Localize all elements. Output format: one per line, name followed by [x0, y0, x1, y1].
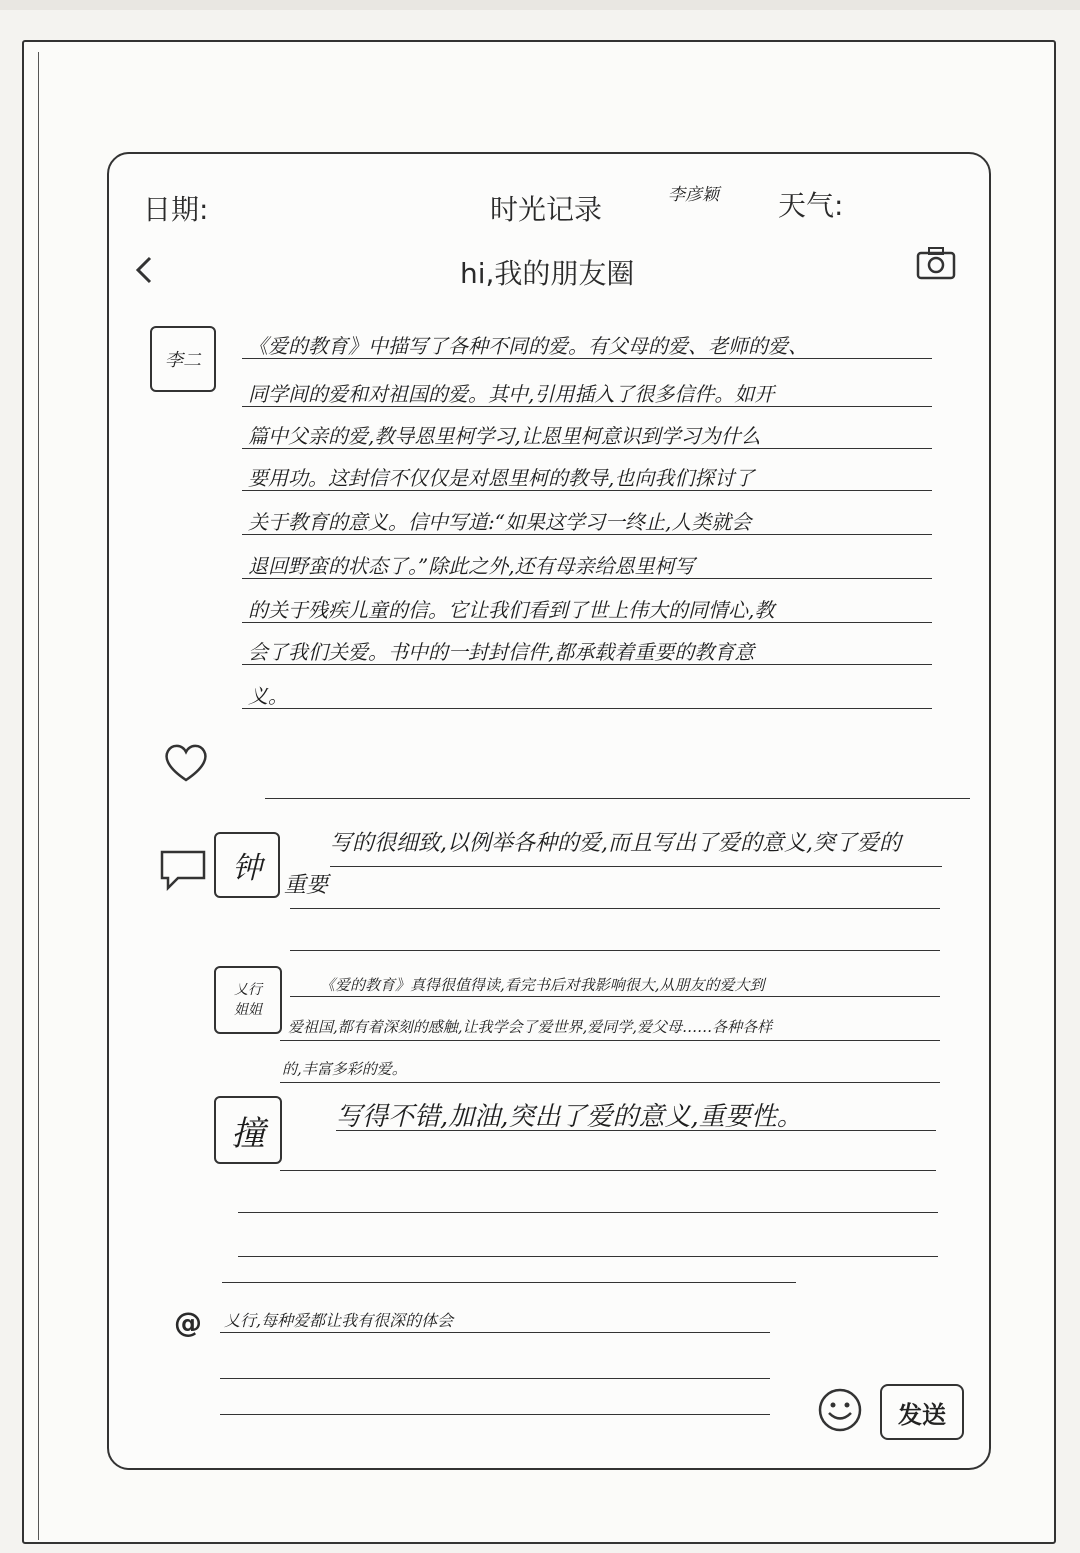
comment-1-rule-3 — [290, 950, 940, 951]
back-button[interactable] — [128, 250, 164, 290]
date-label: 日期: — [143, 193, 209, 226]
post-rule-6 — [242, 578, 932, 579]
comment-avatar-1-text: 钟 — [232, 851, 262, 886]
comment-avatar-3[interactable] — [214, 1096, 282, 1164]
post-rule-4 — [242, 490, 932, 491]
post-line-2: 同学间的爱和对祖国的爱。其中,引用插入了很多信件。如开 — [248, 382, 775, 406]
post-avatar-text: 李二 — [165, 350, 201, 371]
mention-symbol: @ — [174, 1306, 202, 1339]
smiley-icon — [816, 1386, 864, 1434]
page-title: 时光记录 — [490, 193, 603, 226]
comment-3-line: 写得不错,加油,突出了爱的意义,重要性。 — [336, 1102, 803, 1132]
post-line-5: 关于教育的意义。信中写道:“如果这学习一终止,人类就会 — [248, 510, 752, 534]
comment-2-line-3: 的,丰富多彩的爱。 — [282, 1060, 407, 1078]
comment-avatar-1[interactable] — [214, 832, 280, 898]
emoji-button[interactable] — [816, 1386, 864, 1434]
comment-avatar-3-text: 撞 — [231, 1113, 265, 1154]
comment-2-rule-2 — [280, 1040, 940, 1041]
reply-rule-3 — [220, 1414, 770, 1415]
feed-title: hi,我的朋友圈 — [460, 257, 635, 290]
post-rule-5 — [242, 534, 932, 535]
comment-avatar-2-text: 乂行 姐姐 — [234, 982, 262, 1018]
post-line-1: 《爱的教育》中描写了各种不同的爱。有父母的爱、老师的爱、 — [248, 334, 808, 358]
page-top-edge — [0, 0, 1080, 10]
camera-icon — [914, 244, 958, 282]
comment-icon — [158, 846, 210, 892]
like-divider — [265, 798, 970, 799]
comment-3-rule-2 — [280, 1170, 936, 1171]
post-rule-8 — [242, 664, 932, 665]
post-avatar[interactable] — [150, 326, 216, 392]
post-rule-2 — [242, 406, 932, 407]
camera-button[interactable] — [914, 244, 958, 282]
chevron-left-icon — [128, 250, 164, 290]
post-line-3: 篇中父亲的爱,教导恩里柯学习,让恩里柯意识到学习为什么 — [248, 424, 761, 448]
post-rule-1 — [242, 358, 932, 359]
comment-2-line-2: 爱祖国,都有着深刻的感触,让我学会了爱世界,爱同学,爱父母……各种各样 — [288, 1018, 773, 1036]
send-button[interactable]: 发送 — [880, 1384, 964, 1440]
comment-button[interactable] — [158, 846, 210, 892]
blank-rule-3 — [222, 1282, 796, 1283]
comment-3-rule-1 — [336, 1130, 936, 1131]
like-button[interactable] — [162, 740, 210, 786]
blank-rule-1 — [238, 1212, 938, 1213]
comment-2-line-1: 《爱的教育》真得很值得读,看完书后对我影响很大,从朋友的爱大到 — [320, 976, 765, 994]
post-line-6: 退回野蛮的状态了。”除此之外,还有母亲给恩里柯写 — [248, 554, 695, 578]
author-name: 李彦颖 — [668, 185, 719, 205]
post-line-7: 的关于残疾儿童的信。它让我们看到了世上伟大的同情心,教 — [248, 598, 775, 622]
comment-1-rule-2 — [290, 908, 940, 909]
comment-2-rule-1 — [290, 996, 940, 997]
comment-1-line: 写的很细致,以例举各种的爱,而且写出了爱的意义,突了爱的 — [330, 831, 901, 856]
comment-avatar-2[interactable] — [214, 966, 282, 1034]
post-rule-9 — [242, 708, 932, 709]
reply-input[interactable]: 乂行,每种爱都让我有很深的体会 — [224, 1311, 454, 1330]
weather-label: 天气: — [778, 189, 844, 222]
post-rule-3 — [242, 448, 932, 449]
post-rule-7 — [242, 622, 932, 623]
comment-1-rule-1 — [330, 866, 942, 867]
comment-1-extra: 重要 — [284, 873, 329, 898]
post-line-9: 义。 — [248, 684, 288, 708]
reply-rule-2 — [220, 1378, 770, 1379]
post-line-4: 要用功。这封信不仅仅是对恩里柯的教导,也向我们探讨了 — [248, 466, 755, 490]
reply-rule-1 — [220, 1332, 770, 1333]
post-line-8: 会了我们关爱。书中的一封封信件,都承载着重要的教育意 — [248, 640, 755, 664]
blank-rule-2 — [238, 1256, 938, 1257]
comment-2-rule-3 — [280, 1082, 940, 1083]
heart-icon — [162, 740, 210, 786]
